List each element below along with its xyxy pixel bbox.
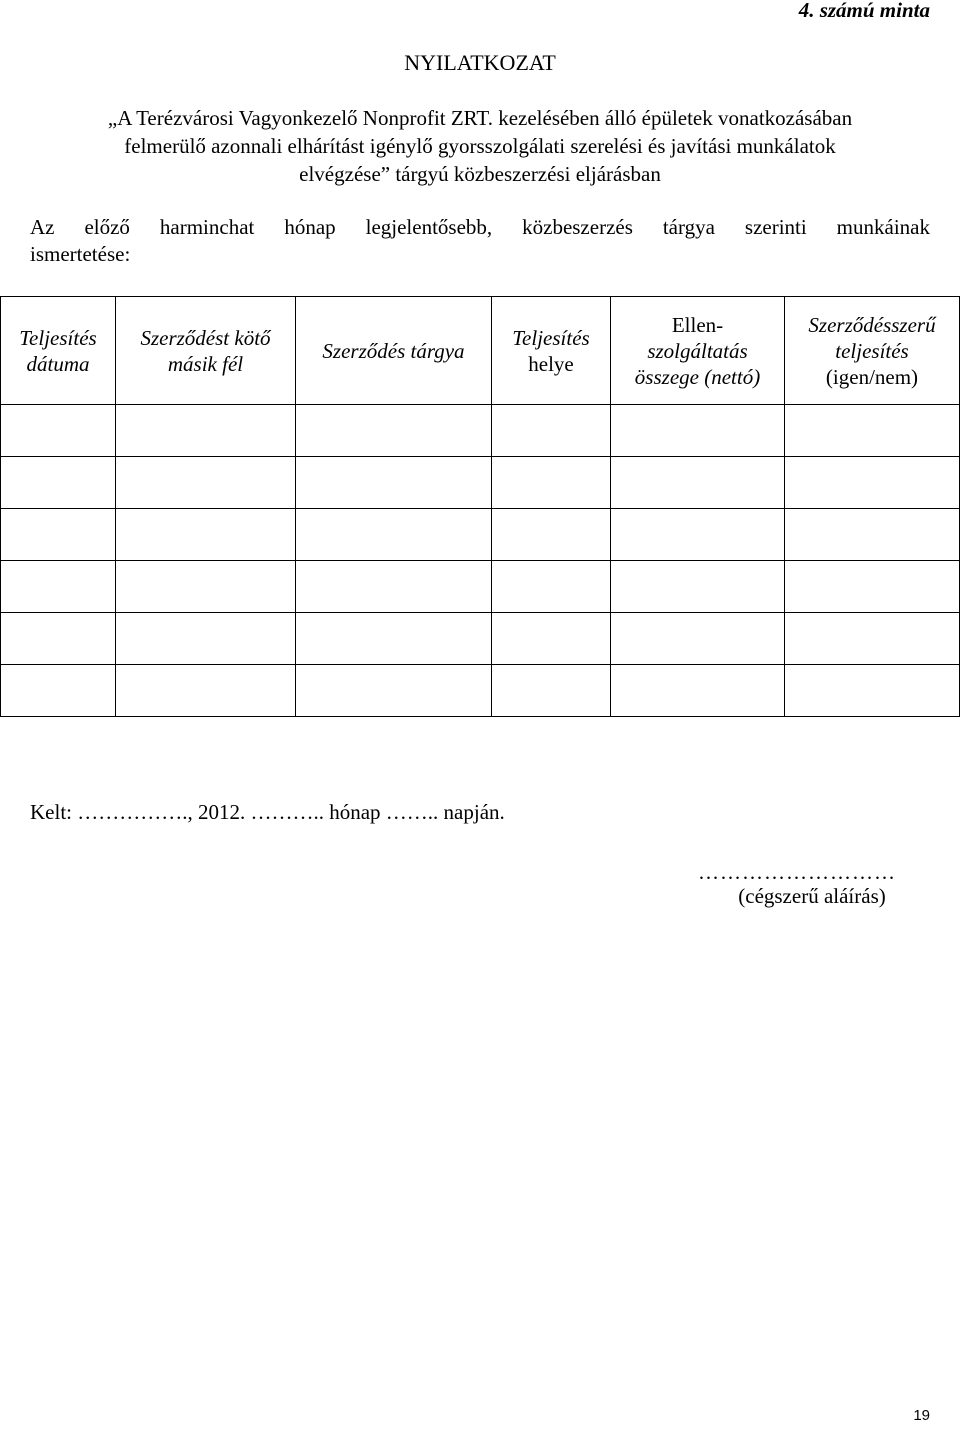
signature-dots: ……………………… xyxy=(698,860,896,884)
table-cell[interactable] xyxy=(785,665,960,717)
table-cell[interactable] xyxy=(492,405,611,457)
table-cell[interactable] xyxy=(611,405,785,457)
table-cell[interactable] xyxy=(1,405,116,457)
header-szerzodest-koto-masik-fel xyxy=(116,297,296,405)
table-cell[interactable] xyxy=(611,509,785,561)
header-line: Teljesítés xyxy=(19,325,97,350)
table-cell[interactable] xyxy=(785,561,960,613)
table-cell[interactable] xyxy=(116,405,296,457)
table-cell[interactable] xyxy=(116,561,296,613)
table-cell[interactable] xyxy=(492,613,611,665)
table-header-row xyxy=(1,297,960,405)
header-line: dátuma xyxy=(26,351,90,376)
header-ellenszolgaltatas-osszege xyxy=(611,297,785,405)
table-cell[interactable] xyxy=(611,457,785,509)
table-row xyxy=(1,509,960,561)
table-cell[interactable] xyxy=(1,613,116,665)
table-cell[interactable] xyxy=(116,613,296,665)
subject-line-1: „A Terézvárosi Vagyonkezelő Nonprofit ZRT. kezelésében álló épületek vonatkozásában xyxy=(107,106,853,130)
header-line: Szerződést kötő xyxy=(140,325,271,350)
header-line: összege (nettó) xyxy=(634,364,761,389)
table-cell[interactable] xyxy=(1,509,116,561)
references-table xyxy=(0,296,960,717)
sample-label: 4. számú minta xyxy=(798,0,930,22)
header-line: helye xyxy=(528,351,574,376)
table-cell[interactable] xyxy=(611,613,785,665)
table-cell[interactable] xyxy=(785,613,960,665)
header-line: (igen/nem) xyxy=(825,364,919,389)
date-line: Kelt: ……………., 2012. ……….. hónap …….. napján. xyxy=(30,800,505,824)
table-cell[interactable] xyxy=(116,665,296,717)
table-cell[interactable] xyxy=(492,457,611,509)
header-line: Ellen- xyxy=(671,312,724,337)
table-row xyxy=(1,665,960,717)
table-cell[interactable] xyxy=(296,613,492,665)
table-row xyxy=(1,613,960,665)
header-line: másik fél xyxy=(167,351,244,376)
table-cell[interactable] xyxy=(785,405,960,457)
subject-line-3: elvégzése” tárgyú közbeszerzési eljárásban xyxy=(299,162,661,186)
intro-paragraph xyxy=(30,214,930,268)
signature-label: (cégszerű aláírás) xyxy=(738,884,886,908)
header-line: Szerződés tárgya xyxy=(322,338,465,363)
table-row xyxy=(1,561,960,613)
header-line: Teljesítés xyxy=(512,325,590,350)
table-cell[interactable] xyxy=(296,561,492,613)
table-cell[interactable] xyxy=(611,665,785,717)
document-subject xyxy=(30,104,930,188)
page-number: 19 xyxy=(913,1407,930,1424)
header-line: Szerződésszerű xyxy=(808,312,936,337)
table-cell[interactable] xyxy=(785,509,960,561)
header-szerzodesszeru-teljesites xyxy=(785,297,960,405)
table-cell[interactable] xyxy=(1,665,116,717)
header-line: szolgáltatás xyxy=(647,338,748,363)
document-title: NYILATKOZAT xyxy=(404,50,556,75)
table-cell[interactable] xyxy=(296,665,492,717)
table-cell[interactable] xyxy=(296,405,492,457)
header-teljesites-helye xyxy=(492,297,611,405)
table-cell[interactable] xyxy=(116,509,296,561)
subject-line-2: felmerülő azonnali elhárítást igénylő gyorsszolgálati szerelési és javítási munkálatok xyxy=(124,134,836,158)
table-row xyxy=(1,457,960,509)
table-row xyxy=(1,405,960,457)
header-teljesites-datuma xyxy=(1,297,116,405)
table-cell[interactable] xyxy=(492,509,611,561)
table-cell[interactable] xyxy=(296,457,492,509)
table-cell[interactable] xyxy=(492,561,611,613)
header-szerzodes-targya xyxy=(296,297,492,405)
table-cell[interactable] xyxy=(785,457,960,509)
header-line: teljesítés xyxy=(835,338,909,363)
table-cell[interactable] xyxy=(296,509,492,561)
table-cell[interactable] xyxy=(1,561,116,613)
intro-line-1: Az előző harminchat hónap legjelentősebb, közbeszerzés tárgya szerinti munkáinak xyxy=(30,215,930,239)
table-cell[interactable] xyxy=(492,665,611,717)
table-cell[interactable] xyxy=(611,561,785,613)
table-cell[interactable] xyxy=(1,457,116,509)
table-cell[interactable] xyxy=(116,457,296,509)
intro-line-2: ismertetése: xyxy=(30,242,131,266)
